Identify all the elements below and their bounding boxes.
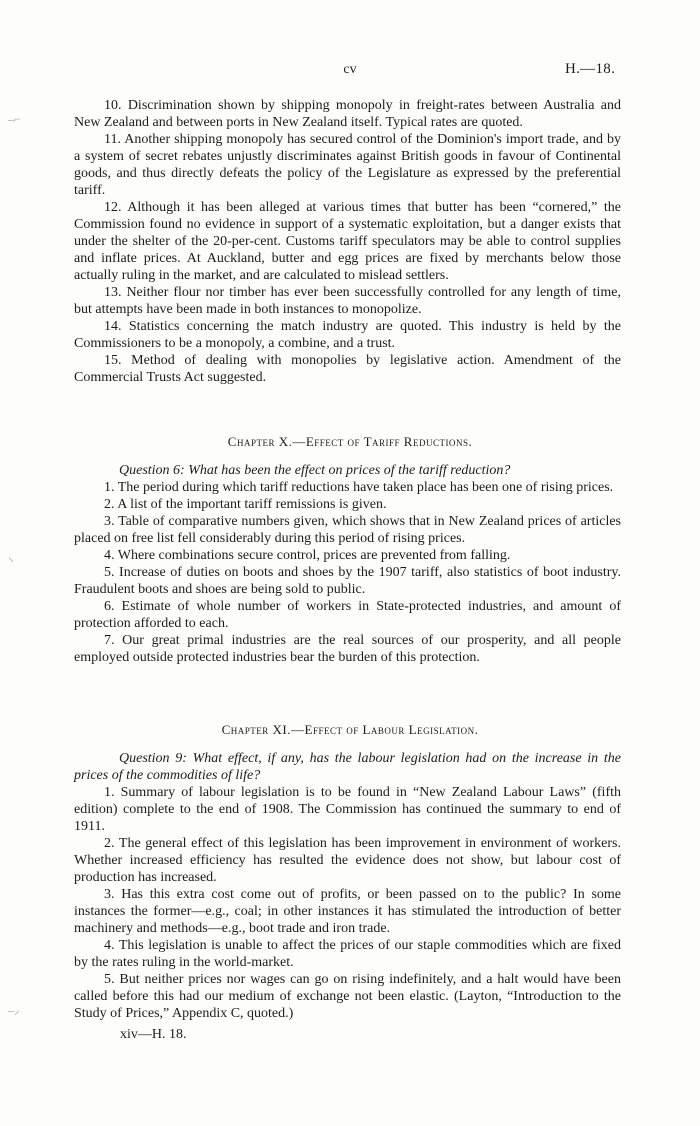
list-item: 3. Table of comparative numbers given, which shows that in New Zealand prices of articles placed on free list fell considerably during this period of rising prices. — [74, 514, 621, 546]
list-item: 14. Statistics concerning the match industry are quoted. This industry is held by the Commissioners to be a monopoly, a combine, and a trust. — [74, 319, 621, 351]
list-item: 4. This legislation is unable to affect the prices of our staple commodities which are fixed by the rates ruling in the world-market. — [74, 938, 621, 970]
list-item: 3. Has this extra cost come out of profits, or been passed on to the public? In some instances the former—e.g., coal; in other instances it has stimulated the introduction of better machinery and methods—e.g., boot trade and iron trade. — [74, 887, 621, 936]
margin-mark: –⌐ — [8, 112, 21, 126]
signature-mark: xiv—H. 18. — [120, 1027, 187, 1042]
list-item: 5. But neither prices nor wages can go on rising indefinitely, and a halt would have been called before this had our medium of exchange not been elastic. (Layton, “Introduction to the Study of Prices,” Appendix C, quoted.) — [74, 972, 621, 1021]
list-item: 13. Neither flour nor timber has ever been successfully controlled for any length of time, but attempts have been made in both instances to monopolize. — [74, 285, 621, 317]
chapter-11-heading: Chapter XI.—Effect of Labour Legislation. — [221, 722, 479, 737]
list-item: 10. Discrimination shown by shipping monopoly in freight-rates between Australia and New Zealand and between ports in New Zealand itself. Typical rates are quoted. — [74, 98, 621, 130]
list-item: 11. Another shipping monopoly has secured control of the Dominion's import trade, and by a system of secret rebates unjustly discriminates against British goods in favour of Continental goods, and thus directly defeats the policy of the Legislature as expressed by the preferential tariff. — [74, 132, 621, 198]
chapter-10-body — [74, 462, 621, 666]
list-item: 2. The general effect of this legislation has been improvement in environment of workers. Whether increased efficiency has resulted the evidence does not show, but labour cost of production has increased. — [74, 836, 621, 885]
list-item: 6. Estimate of whole number of workers in State-protected industries, and amount of protection afforded to each. — [74, 599, 621, 631]
list-item: 12. Although it has been alleged at various times that butter has been “cornered,” the Commission found no evidence in support of a systematic exploitation, but a danger exists that under the shelter of the 20-per-cent. Customs tariff speculators may be able to control supplies and inflate prices. At Auckland, butter and egg prices are fixed by merchants below those actually ruling in the market, and are calculated to mislead settlers. — [74, 200, 621, 283]
list-item: 1. The period during which tariff reductions have taken place has been one of rising prices. — [104, 480, 614, 495]
list-item: 1. Summary of labour legislation is to be found in “New Zealand Labour Laws” (fifth edition) complete to the end of 1908. The Commission has continued the summary to end of 1911. — [74, 785, 621, 834]
chapter-11-question: Question 9: What effect, if any, has the labour legislation had on the increase in the prices of the commodities of life? — [74, 751, 621, 783]
list-item: 5. Increase of duties on boots and shoes by the 1907 tariff, also statistics of boot industry. Fraudulent boots and shoes are being sold to public. — [74, 565, 621, 597]
page-number: cv — [343, 62, 357, 77]
list-item: 2. A list of the important tariff remissions is given. — [104, 497, 387, 512]
chapter-10-heading: Chapter X.—Effect of Tariff Reductions. — [227, 434, 473, 449]
list-item: 7. Our great primal industries are the real sources of our prosperity, and all people employed outside protected industries bear the burden of this protection. — [74, 633, 621, 665]
chapter-9-items — [74, 97, 621, 386]
list-item: 4. Where combinations secure control, prices are prevented from falling. — [104, 548, 511, 563]
chapter-11-body — [74, 750, 621, 1022]
document-reference: H.—18. — [565, 61, 616, 77]
chapter-10-question: Question 6: What has been the effect on prices of the tariff reduction? — [119, 463, 511, 478]
margin-mark: ⸜ — [8, 550, 15, 564]
list-item: 15. Method of dealing with monopolies by legislative action. Amendment of the Commercial Trusts Act suggested. — [74, 353, 621, 385]
margin-mark: –⸝ — [8, 1003, 21, 1017]
